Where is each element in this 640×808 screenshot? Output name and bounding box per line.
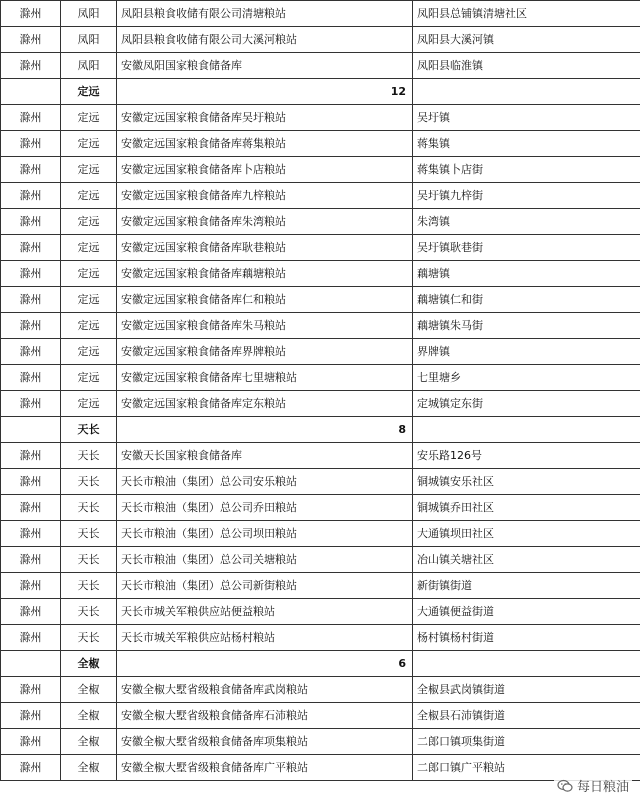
city-cell: 滁州	[1, 703, 61, 729]
table-row	[1, 521, 640, 547]
station-name-cell: 安徽定远国家粮食储备库朱湾粮站	[117, 209, 413, 235]
address-cell: 新街镇街道	[413, 573, 640, 599]
county-cell: 全椒	[61, 729, 117, 755]
city-cell: 滁州	[1, 53, 61, 79]
county-cell: 天长	[61, 443, 117, 469]
station-name-cell: 安徽定远国家粮食储备库藕塘粮站	[117, 261, 413, 287]
city-cell: 滁州	[1, 677, 61, 703]
table-row	[1, 339, 640, 365]
county-cell: 天长	[61, 521, 117, 547]
address-cell: 大通镇坝田社区	[413, 521, 640, 547]
county-cell: 天长	[61, 469, 117, 495]
address-cell: 全椒县石沛镇街道	[413, 703, 640, 729]
station-name-cell: 凤阳县粮食收储有限公司大溪河粮站	[117, 27, 413, 53]
count-cell: 6	[117, 651, 413, 677]
station-name-cell: 安徽天长国家粮食储备库	[117, 443, 413, 469]
city-cell	[1, 417, 61, 443]
county-cell: 定远	[61, 79, 117, 105]
city-cell: 滁州	[1, 157, 61, 183]
county-cell: 定远	[61, 235, 117, 261]
table-row	[1, 209, 640, 235]
station-name-cell: 凤阳县粮食收储有限公司清塘粮站	[117, 1, 413, 27]
table-row	[1, 313, 640, 339]
county-cell: 定远	[61, 339, 117, 365]
county-cell: 天长	[61, 625, 117, 651]
station-name-cell: 安徽定远国家粮食储备库仁和粮站	[117, 287, 413, 313]
city-cell: 滁州	[1, 599, 61, 625]
station-name-cell: 安徽全椒大墅省级粮食储备库武岗粮站	[117, 677, 413, 703]
table-row	[1, 365, 640, 391]
station-name-cell: 天长市粮油（集团）总公司乔田粮站	[117, 495, 413, 521]
station-name-cell: 天长市粮油（集团）总公司关塘粮站	[117, 547, 413, 573]
city-cell	[1, 79, 61, 105]
address-cell: 吴圩镇九梓街	[413, 183, 640, 209]
county-cell: 凤阳	[61, 53, 117, 79]
address-cell: 藕塘镇仁和街	[413, 287, 640, 313]
station-name-cell: 天长市城关军粮供应站杨村粮站	[117, 625, 413, 651]
table-row	[1, 105, 640, 131]
address-cell	[413, 651, 640, 677]
station-name-cell: 安徽凤阳国家粮食储备库	[117, 53, 413, 79]
station-name-cell: 安徽定远国家粮食储备库耿巷粮站	[117, 235, 413, 261]
county-cell: 天长	[61, 573, 117, 599]
city-cell: 滁州	[1, 261, 61, 287]
county-cell: 凤阳	[61, 1, 117, 27]
table-row	[1, 547, 640, 573]
address-cell: 安乐路126号	[413, 443, 640, 469]
address-cell: 吴圩镇耿巷街	[413, 235, 640, 261]
county-cell: 天长	[61, 495, 117, 521]
county-cell: 定远	[61, 287, 117, 313]
subtotal-row	[1, 79, 640, 105]
county-cell: 定远	[61, 365, 117, 391]
station-name-cell: 天长市粮油（集团）总公司坝田粮站	[117, 521, 413, 547]
table-row	[1, 677, 640, 703]
address-cell: 凤阳县总铺镇清塘社区	[413, 1, 640, 27]
county-cell: 定远	[61, 157, 117, 183]
station-name-cell: 天长市粮油（集团）总公司新街粮站	[117, 573, 413, 599]
address-cell: 藕塘镇	[413, 261, 640, 287]
city-cell: 滁州	[1, 625, 61, 651]
table-body	[1, 1, 640, 781]
city-cell: 滁州	[1, 131, 61, 157]
station-name-cell: 安徽定远国家粮食储备库七里塘粮站	[117, 365, 413, 391]
city-cell: 滁州	[1, 27, 61, 53]
table-row	[1, 53, 640, 79]
county-cell: 天长	[61, 547, 117, 573]
table-row	[1, 183, 640, 209]
table-row	[1, 261, 640, 287]
table-row	[1, 495, 640, 521]
address-cell	[413, 79, 640, 105]
address-cell: 铜城镇安乐社区	[413, 469, 640, 495]
table-row	[1, 131, 640, 157]
subtotal-row	[1, 417, 640, 443]
station-name-cell: 安徽定远国家粮食储备库界牌粮站	[117, 339, 413, 365]
station-name-cell: 天长市粮油（集团）总公司安乐粮站	[117, 469, 413, 495]
address-cell: 二郎口镇广平粮站	[413, 755, 640, 781]
county-cell: 凤阳	[61, 27, 117, 53]
county-cell: 定远	[61, 313, 117, 339]
wechat-icon	[557, 778, 573, 794]
city-cell: 滁州	[1, 339, 61, 365]
city-cell: 滁州	[1, 729, 61, 755]
table-row	[1, 391, 640, 417]
county-cell: 定远	[61, 261, 117, 287]
city-cell: 滁州	[1, 313, 61, 339]
county-cell: 天长	[61, 599, 117, 625]
address-cell: 七里塘乡	[413, 365, 640, 391]
table-row	[1, 443, 640, 469]
county-cell: 定远	[61, 183, 117, 209]
address-cell: 杨村镇杨村街道	[413, 625, 640, 651]
table-row	[1, 157, 640, 183]
station-name-cell: 安徽定远国家粮食储备库卜店粮站	[117, 157, 413, 183]
table-row	[1, 287, 640, 313]
county-cell: 天长	[61, 417, 117, 443]
address-cell: 二郎口镇项集街道	[413, 729, 640, 755]
city-cell: 滁州	[1, 183, 61, 209]
county-cell: 定远	[61, 131, 117, 157]
address-cell: 朱湾镇	[413, 209, 640, 235]
county-cell: 全椒	[61, 677, 117, 703]
station-name-cell: 安徽全椒大墅省级粮食储备库项集粮站	[117, 729, 413, 755]
county-cell: 定远	[61, 209, 117, 235]
address-cell: 藕塘镇朱马街	[413, 313, 640, 339]
county-cell: 全椒	[61, 651, 117, 677]
station-name-cell: 安徽定远国家粮食储备库蒋集粮站	[117, 131, 413, 157]
address-cell: 蒋集镇	[413, 131, 640, 157]
city-cell: 滁州	[1, 521, 61, 547]
address-cell: 吴圩镇	[413, 105, 640, 131]
table-row	[1, 1, 640, 27]
table-row	[1, 703, 640, 729]
station-name-cell: 安徽定远国家粮食储备库吴圩粮站	[117, 105, 413, 131]
table-row	[1, 599, 640, 625]
address-cell: 蒋集镇卜店街	[413, 157, 640, 183]
address-cell: 铜城镇乔田社区	[413, 495, 640, 521]
city-cell: 滁州	[1, 755, 61, 781]
subtotal-row	[1, 651, 640, 677]
table-row	[1, 625, 640, 651]
city-cell	[1, 651, 61, 677]
station-name-cell: 安徽全椒大墅省级粮食储备库石沛粮站	[117, 703, 413, 729]
table-row	[1, 755, 640, 781]
table-row	[1, 27, 640, 53]
city-cell: 滁州	[1, 365, 61, 391]
count-cell: 8	[117, 417, 413, 443]
city-cell: 滁州	[1, 105, 61, 131]
city-cell: 滁州	[1, 391, 61, 417]
city-cell: 滁州	[1, 469, 61, 495]
address-cell: 大通镇便益街道	[413, 599, 640, 625]
county-cell: 全椒	[61, 755, 117, 781]
address-cell: 定城镇定东街	[413, 391, 640, 417]
station-name-cell: 安徽定远国家粮食储备库九梓粮站	[117, 183, 413, 209]
county-cell: 全椒	[61, 703, 117, 729]
city-cell: 滁州	[1, 1, 61, 27]
city-cell: 滁州	[1, 235, 61, 261]
address-cell: 凤阳县临淮镇	[413, 53, 640, 79]
station-name-cell: 天长市城关军粮供应站便益粮站	[117, 599, 413, 625]
city-cell: 滁州	[1, 573, 61, 599]
address-cell: 界牌镇	[413, 339, 640, 365]
city-cell: 滁州	[1, 287, 61, 313]
table-row	[1, 469, 640, 495]
watermark	[554, 775, 632, 796]
county-cell: 定远	[61, 105, 117, 131]
city-cell: 滁州	[1, 495, 61, 521]
city-cell: 滁州	[1, 209, 61, 235]
address-cell: 全椒县武岗镇街道	[413, 677, 640, 703]
count-cell: 12	[117, 79, 413, 105]
city-cell: 滁州	[1, 443, 61, 469]
table-row	[1, 235, 640, 261]
address-cell	[413, 417, 640, 443]
station-name-cell: 安徽定远国家粮食储备库定东粮站	[117, 391, 413, 417]
city-cell: 滁州	[1, 547, 61, 573]
watermark-text: 每日粮油	[576, 780, 629, 795]
station-name-cell: 安徽全椒大墅省级粮食储备库广平粮站	[117, 755, 413, 781]
table-row	[1, 573, 640, 599]
address-cell: 凤阳县大溪河镇	[413, 27, 640, 53]
table-row	[1, 729, 640, 755]
county-cell: 定远	[61, 391, 117, 417]
address-cell: 冶山镇关塘社区	[413, 547, 640, 573]
station-name-cell: 安徽定远国家粮食储备库朱马粮站	[117, 313, 413, 339]
